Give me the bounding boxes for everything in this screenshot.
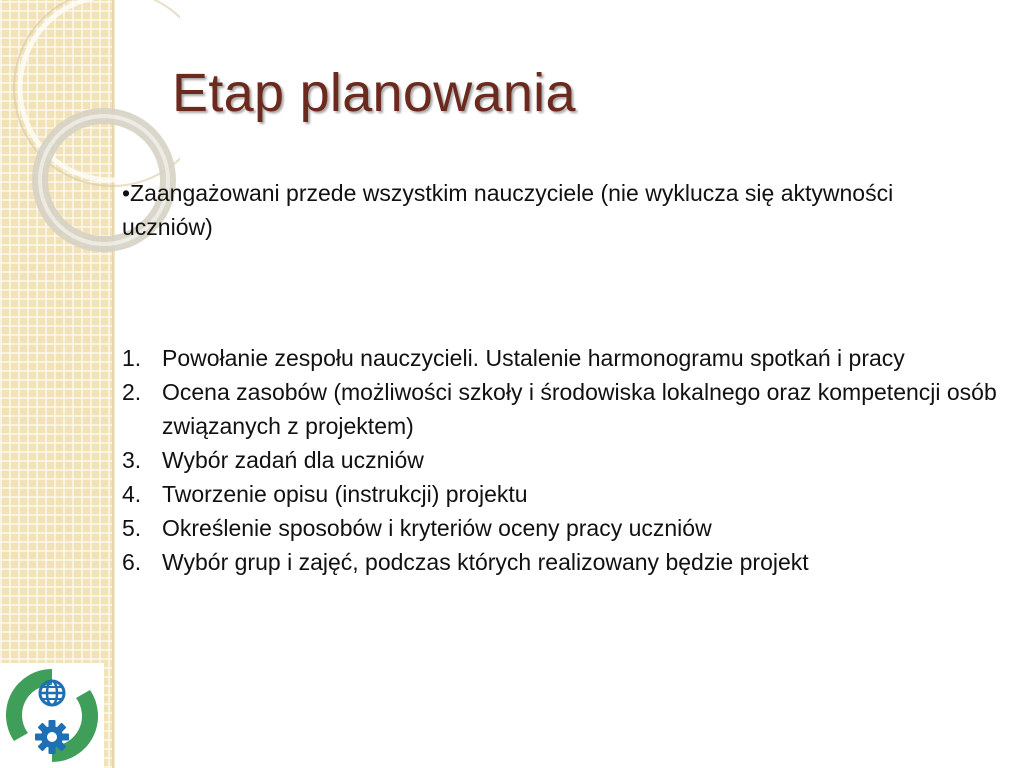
list-item [122,477,1002,511]
list-item-number: 2. [122,379,142,405]
slide-title: Etap planowania [172,63,576,123]
list-item-text: Powołanie zespołu nauczycieli. Ustalenie harmonogramu spotkań i pracy [162,345,905,371]
list-item [122,443,1002,477]
list-item [122,375,1002,443]
list-item-text: Wybór grup i zajęć, podczas których realizowany będzie projekt [162,549,809,575]
list-item-text: Określenie sposobów i kryteriów oceny pracy uczniów [162,515,712,541]
list-item [122,511,1002,545]
list-item-text: Wybór zadań dla uczniów [162,447,424,473]
list-item-text: Tworzenie opisu (instrukcji) projektu [162,481,528,507]
intro-bullet: •Zaangażowani przede wszystkim nauczyciele (nie wyklucza się aktywności uczniów) [122,180,894,240]
list-item-text: Ocena zasobów (możliwości szkoły i środowiska lokalnego oraz kompetencji osób związanych z projektem) [162,379,997,439]
gear-icon [35,720,69,754]
list-item-number: 5. [122,515,142,541]
logo-mark [0,663,104,768]
side-panel-border [112,0,115,768]
logo [0,663,104,768]
list-item-number: 3. [122,447,142,473]
steps-list [122,341,1002,579]
list-item [122,341,1002,375]
list-item [122,545,1002,579]
list-item-number: 6. [122,549,142,575]
list-item-number: 4. [122,481,142,507]
decorative-side-panel [0,0,112,768]
list-item-number: 1. [122,345,142,371]
